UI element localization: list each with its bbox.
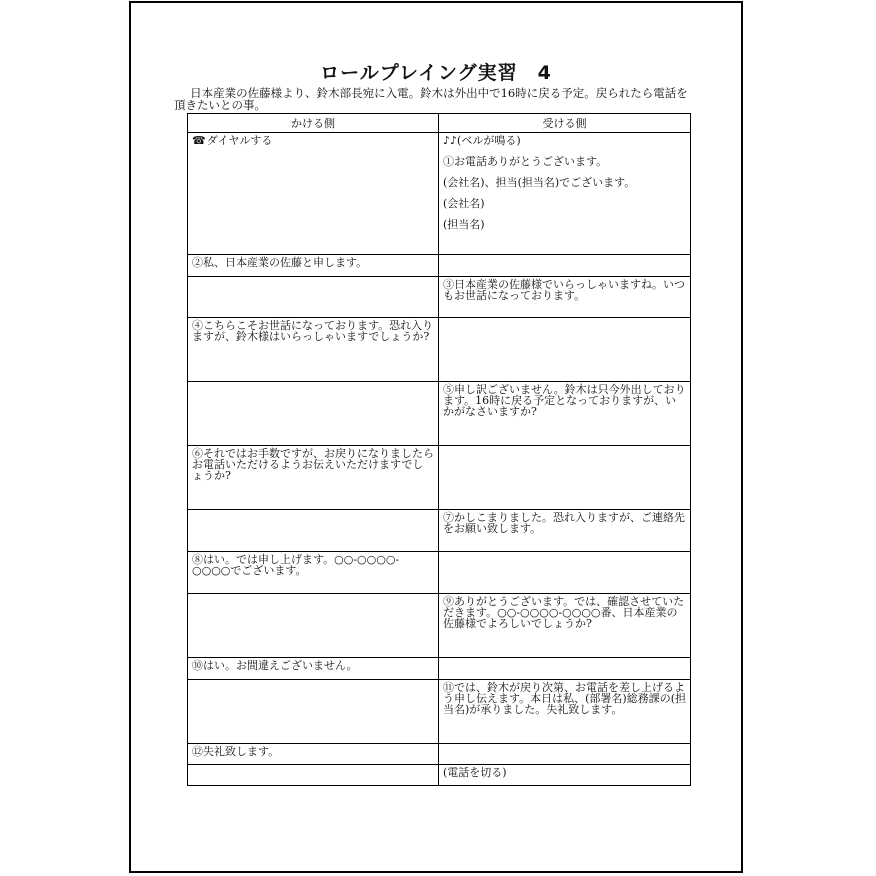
receiver-cell — [439, 133, 691, 255]
caller-cell — [188, 133, 439, 255]
caller-column-header: かける側 — [188, 114, 439, 133]
receiver-cell: (電話を切る) — [439, 765, 691, 786]
caller-cell: ④こちらこそお世話になっております。恐れ入りますが、鈴木様はいらっしゃいますでしょうか? — [188, 318, 439, 382]
receiver-line: ♪♪(ベルが鳴る) — [443, 134, 521, 147]
table-header-row — [188, 114, 691, 133]
telephone-icon: ☎ — [192, 134, 206, 147]
table-row — [188, 510, 691, 552]
caller-cell — [188, 510, 439, 552]
table-row — [188, 255, 691, 277]
caller-cell — [188, 765, 439, 786]
table-row — [188, 318, 691, 382]
roleplay-table — [187, 113, 691, 786]
receiver-cell — [439, 552, 691, 594]
receiver-cell — [439, 658, 691, 680]
table-row — [188, 277, 691, 318]
table-row — [188, 765, 691, 786]
page-title: ロールプレイング実習 4 — [320, 62, 552, 84]
table-row — [188, 133, 691, 255]
caller-cell: ⑥それではお手数ですが、お戻りになりましたらお電話いただけるようお伝えいただけますでしょうか? — [188, 446, 439, 510]
caller-cell: ⑧はい。では申し上げます。○○-○○○○-○○○○でございます。 — [188, 552, 439, 594]
caller-cell — [188, 594, 439, 658]
table-row — [188, 744, 691, 765]
receiver-cell — [439, 318, 691, 382]
receiver-cell: ⑤申し訳ございません。鈴木は只今外出しております。16時に戻る予定となっておりますが、いかがなさいますか? — [439, 382, 691, 446]
receiver-line: ①お電話ありがとうございます。 — [443, 155, 608, 168]
receiver-cell: ⑪では、鈴木が戻り次第、お電話を差し上げるよう申し伝えます。本日は私、(部署名)総務課の(担当名)が承りました。失礼致します。 — [439, 680, 691, 744]
receiver-line: (会社名) — [443, 197, 485, 210]
receiver-cell — [439, 446, 691, 510]
caller-cell: ⑫失礼致します。 — [188, 744, 439, 765]
table-row — [188, 382, 691, 446]
table-row — [188, 446, 691, 510]
caller-cell — [188, 382, 439, 446]
receiver-line: (担当名) — [443, 218, 485, 231]
receiver-column-header: 受ける側 — [439, 114, 691, 133]
table-row — [188, 680, 691, 744]
music-note-icon: ♪♪ — [443, 134, 458, 147]
receiver-cell: ⑨ありがとうございます。では、確認させていただきます。○○-○○○○-○○○○番、日本産業の佐藤様でよろしいでしょうか? — [439, 594, 691, 658]
table-row — [188, 552, 691, 594]
caller-cell: ⑩はい。お間違えございません。 — [188, 658, 439, 680]
caller-line: ダイヤルする — [206, 134, 273, 147]
caller-cell — [188, 277, 439, 318]
scenario-description: 日本産業の佐藤様より、鈴木部長宛に入電。鈴木は外出中で16時に戻る予定。戻られたら電話を頂きたいとの事。 — [174, 86, 688, 112]
receiver-cell — [439, 255, 691, 277]
caller-cell — [188, 680, 439, 744]
table-row — [188, 658, 691, 680]
table-row — [188, 594, 691, 658]
document-page — [129, 1, 743, 873]
receiver-line: (会社名)、担当(担当名)でございます。 — [443, 176, 636, 189]
caller-cell: ②私、日本産業の佐藤と申します。 — [188, 255, 439, 277]
receiver-cell: ③日本産業の佐藤様でいらっしゃいますね。いつもお世話になっております。 — [439, 277, 691, 318]
receiver-cell — [439, 744, 691, 765]
receiver-cell: ⑦かしこまりました。恐れ入りますが、ご連絡先をお願い致します。 — [439, 510, 691, 552]
